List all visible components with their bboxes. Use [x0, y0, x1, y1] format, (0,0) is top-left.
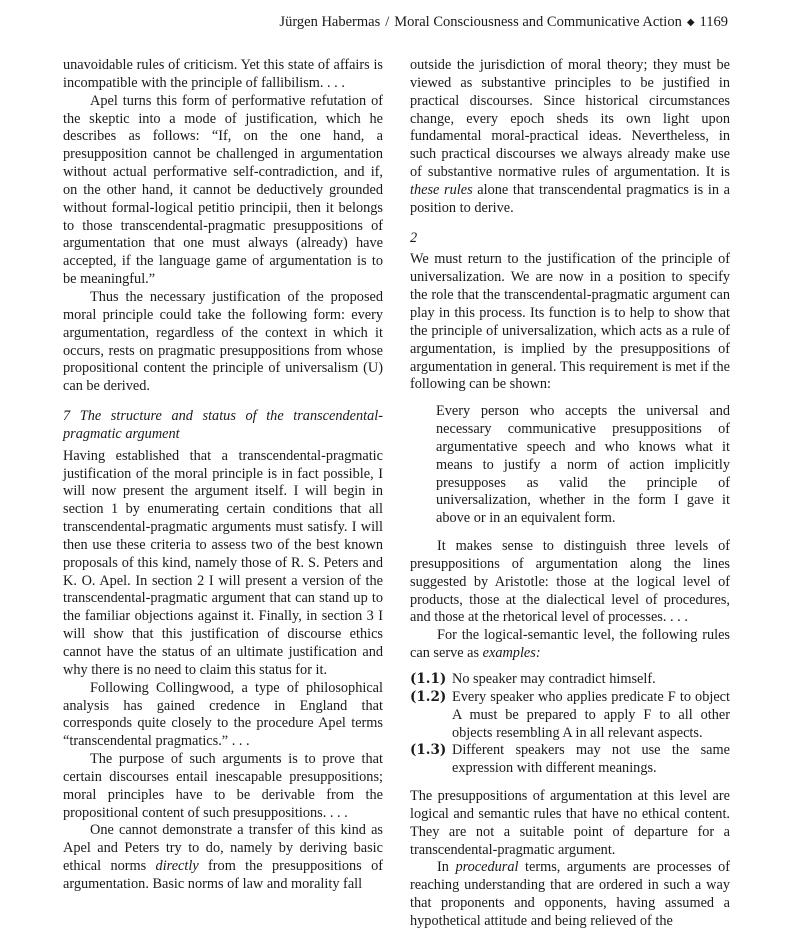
header-title: Moral Consciousness and Communicative Action [394, 14, 682, 30]
emphasis: examples: [482, 645, 541, 662]
rule-item [410, 671, 730, 689]
rule-item [410, 689, 730, 743]
text-run: One cannot demonstrate a transfer of this kind as Apel and Peters try to do, namely by deriving basic ethical norms [63, 822, 383, 875]
paragraph [410, 57, 730, 218]
emphasis: procedural [455, 859, 519, 876]
rule-text: Every speaker who applies predicate F to object A must be prepared to apply F to all other objects resembling A in all relevant aspects. [452, 688, 730, 741]
section-number: 2 [410, 229, 418, 246]
running-header [60, 14, 728, 31]
paragraph [410, 627, 730, 663]
rules-list [410, 671, 730, 778]
text-run: terms, arguments are processes of reaching understanding that are ordered in such a way that proponents and opponents, having assumed a hypothetical attitude and being relieved of the [410, 859, 731, 929]
paragraph [410, 859, 730, 930]
block-quote: Every person who accepts the universal and necessary communicative presuppositions of argumentative speech and who knows what it means to justify a norm of action implicitly presupposes as valid the principle of universalization, whether in the form I gave it above or in an equivalent form. [436, 403, 730, 527]
rule-number: (1.2) [410, 688, 447, 705]
left-column [63, 57, 383, 894]
paragraph: The presuppositions of argumentation at this level are logical and semantic rules that have no ethical content. They are not a suitable point of departure for a transcendental-pragmatic argument. [410, 788, 730, 858]
paragraph: Thus the necessary justification of the proposed moral principle could take the following form: every argumentation, regardless of the context in which it occurs, rests on pragmatic presuppositions from whose propositional content the principle of universalism (U) can be derived. [63, 288, 383, 395]
paragraph: Apel turns this form of performative refutation of the skeptic into a mode of justification, which he describes as follows: “If, on the one hand, a presupposition cannot be challenged in argumentation without actual performative self-contradiction, and if, on the other hand, it cannot be deductively grounded without formal-logical petitio principii, then it belongs to those transcendental-pragmatic presuppositions of argumentation that one must always (already) have accepted, if the language game of argumentation is to be meaningful.” [63, 92, 383, 288]
paragraph: unavoidable rules of criticism. Yet this state of affairs is incompatible with the principle of fallibilism. . . . [63, 57, 383, 91]
paragraph: Following Collingwood, a type of philosophical analysis has gained credence in England that corresponds quite closely to the procedure Apel terms “transcendental pragmatics.” . . . [63, 679, 383, 750]
paragraph: It makes sense to distinguish three levels of presuppositions of argumentation along the lines suggested by Aristotle: those at the logical level of products, those at the dialectical level of procedures, and those at the rhetorical level of processes. . . . [410, 538, 730, 626]
page-number: 1169 [699, 14, 728, 30]
emphasis: these rules [410, 181, 473, 198]
text-run: For the logical-semantic level, the following rules can serve as [410, 627, 730, 662]
paragraph: The purpose of such arguments is to prove that certain discourses entail inescapable presuppositions; moral principles have to be derivable from the propositional content of such presuppositions. . . . [63, 751, 383, 821]
diamond-icon: ◆ [686, 17, 695, 28]
paragraph [63, 822, 383, 893]
rule-item [410, 742, 730, 778]
paragraph: Having established that a transcendental-pragmatic justification of the moral principle is in fact possible, I will now present the argument itself. I will begin in section 1 by enumerating certain conditions that all transcendental-pragmatic arguments must satisfy. I will then use these criteria to assess two of the best known proposals of this kind, namely those of R. S. Peters and K. O. Apel. In section 2 I will present a version of the transcendental-pragmatic argument that can stand up to the familiar objections against it. Finally, in section 3 I will show that this justification of discourse ethics cannot have the status of an ultimate justification and why there is no need to claim this status for it. [63, 447, 383, 678]
right-column [410, 57, 730, 931]
emphasis: directly [155, 858, 199, 875]
text-run: alone that transcendental pragmatics is in a position to derive. [410, 181, 730, 216]
header-separator: / [385, 14, 390, 30]
rule-number: (1.1) [410, 671, 447, 687]
text-run: outside the jurisdiction of moral theory; they must be viewed as substantive principles to be justified in practical discourses. Since historical circumstances change, every epoch sheds its own light upon fundamental moral-practical ideas. Nevertheless, in such practical discourses we always already make use of substantive normative rules of argumentation. It is [410, 57, 730, 181]
rule-number: (1.3) [410, 742, 447, 759]
rule-text: Different speakers may not use the same expression with different meanings. [452, 742, 730, 777]
section-heading: 7 The structure and status of the transcendental-pragmatic argument [63, 408, 383, 442]
header-author: Jürgen Habermas [279, 14, 381, 30]
text-run: from the presuppositions of argumentation. Basic norms of law and morality fall [63, 858, 383, 892]
text-run: In [437, 859, 456, 876]
paragraph: We must return to the justification of the principle of universalization. We are now in a position to specify the role that the transcendental-pragmatic argument can play in this process. Its function is to help to show that the principle of universalization, which acts as a rule of argumentation, is implied by the presuppositions of argumentation in general. This requirement is met if the following can be shown: [410, 251, 730, 393]
rule-text: No speaker may contradict himself. [452, 671, 656, 687]
